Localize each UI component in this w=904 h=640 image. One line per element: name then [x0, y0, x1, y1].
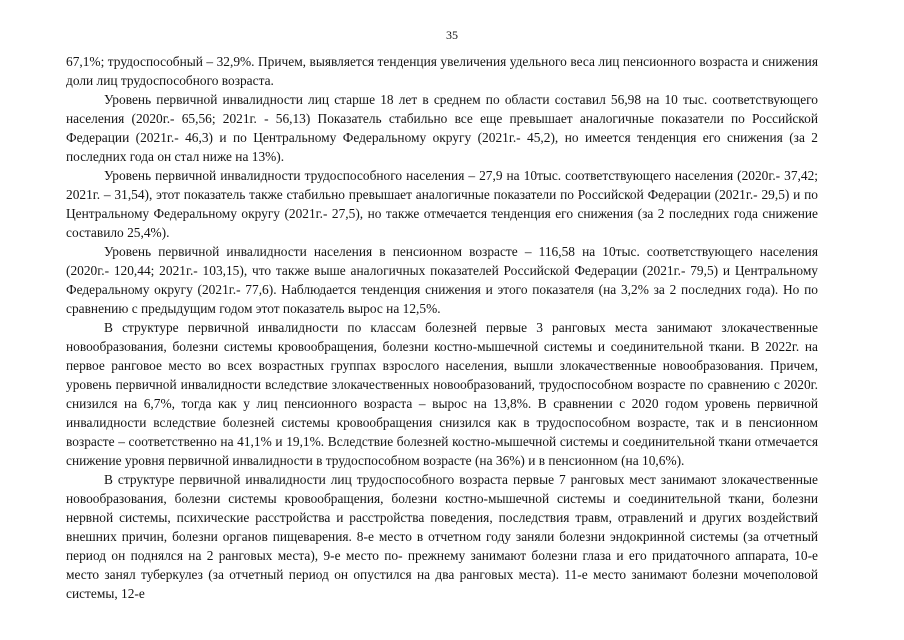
paragraph-6: В структуре первичной инвалидности лиц трудоспособного возраста первые 7 ранговых мест занимают злокачественные новообразования, болезни системы кровообращения, болезни костно-мышечной системы и соединительной ткани, болезни нервной системы, психические расстройства и расстройства поведения, последствия травм, отравлений и других воздействий внешних причин, болезни органов пищеварения. 8-е место в отчетном году заняли болезни эндокринной системы (за отчетный период он поднялся на 2 ранговых места), 9-е место по- прежнему занимают болезни глаза и его придаточного аппарата, 10-е место занял туберкулез (за отчетный период он опустился на два ранговых места). 11-е место занимают болезни мочеполовой системы, 12-е — [66, 472, 818, 601]
page-number: 35 — [446, 28, 458, 42]
paragraph-3: Уровень первичной инвалидности трудоспособного населения – 27,9 на 10тыс. соответствующего населения (2020г.- 37,42; 2021г. – 31,54), этот показатель также стабильно превышает аналогичные показатели по Российской Федерации (2021г.- 29,5) и по Центральному Федеральному округу (2021г.- 27,5), но также отмечается тенденция его снижения (за 2 последних года снижение составило 25,4%). — [66, 168, 818, 240]
paragraph-1: 67,1%; трудоспособный – 32,9%. Причем, выявляется тенденция увеличения удельного веса лиц пенсионного возраста и снижения доли лиц трудоспособного возраста. — [66, 54, 818, 88]
paragraph-2: Уровень первичной инвалидности лиц старше 18 лет в среднем по области составил 56,98 на 10 тыс. соответствующего населения (2020г.- 65,56; 2021г. - 56,13) Показатель стабильно все еще превышает аналогичные показатели по Российской Федерации (2021г.- 46,3) и по Центральному Федеральному округу (2021г.- 45,2), но имеется тенденция его снижения (за 2 последних года он стал ниже на 13%). — [66, 92, 818, 164]
paragraph-5: В структуре первичной инвалидности по классам болезней первые 3 ранговых места занимают злокачественные новообразования, болезни системы кровообращения, болезни костно-мышечной системы и соединительной ткани. В 2022г. на первое ранговое место во всех возрастных группах взрослого населения, вышли злокачественные новообразования. Причем, уровень первичной инвалидности вследствие злокачественных новообразований, трудоспособном возрасте по сравнению с 2020г. снизился на 6,7%, тогда как у лиц пенсионного возраста – вырос на 13,8%. В сравнении с 2020 годом уровень первичной инвалидности вследствие болезней системы кровообращения снизился как в трудоспособном возрасте, так и в пенсионном возрасте – соответственно на 41,1% и 19,1%. Вследствие болезней костно-мышечной системы и соединительной ткани отмечается снижение уровня первичной инвалидности в трудоспособном возрасте (на 36%) и в пенсионном (на 10,6%). — [66, 320, 818, 468]
document-body — [66, 52, 818, 603]
paragraph-4: Уровень первичной инвалидности населения в пенсионном возрасте – 116,58 на 10тыс. соответствующего населения (2020г.- 120,44; 2021г.- 103,15), что также выше аналогичных показателей Российской Федерации (2021г.- 79,5) и Центральному Федеральному округу (2021г.- 77,6). Наблюдается тенденция снижения и этого показателя (на 3,2% за 2 последних года). Но по сравнению с предыдущим годом этот показатель вырос на 12,5%. — [66, 244, 818, 316]
